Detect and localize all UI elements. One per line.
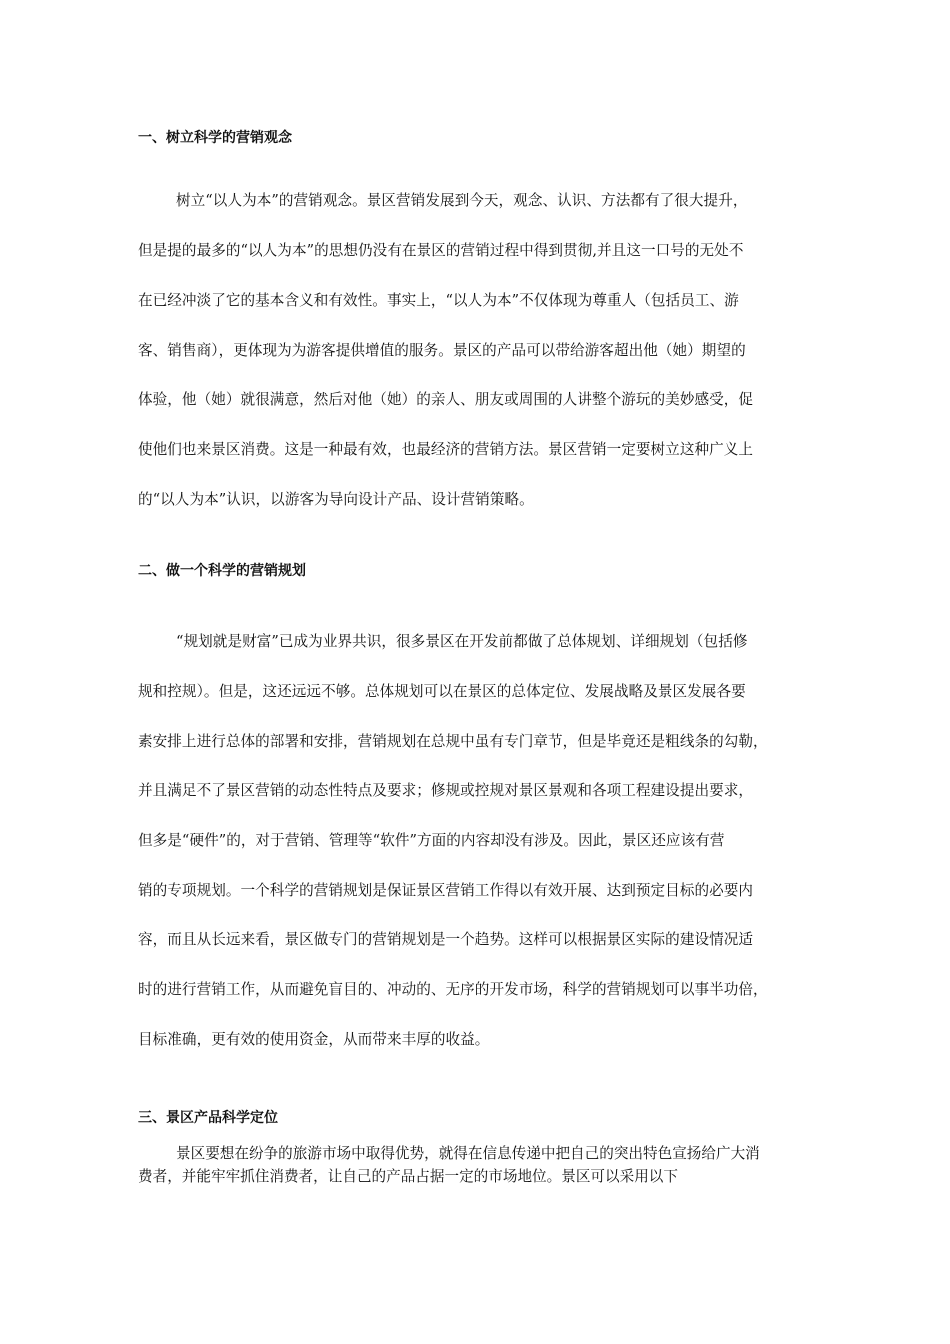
section-2-line-9: 目标准确，更有效的使用资金，从而带来丰厚的收益。 — [138, 1031, 490, 1048]
section-2-line-8: 时的进行营销工作，从而避免盲目的、冲动的、无序的开发市场，科学的营销规划可以事半功倍， — [138, 981, 768, 998]
section-2-line-3: 素安排上进行总体的部署和安排，营销规划在总规中虽有专门章节，但是毕竟还是粗线条的勾勒， — [138, 733, 768, 750]
section-1-line-5: 体验，他（她）就很满意，然后对他（她）的亲人、朋友或周围的人讲整个游玩的美妙感受，促 — [138, 391, 754, 408]
section-2-line-6: 销的专项规划。一个科学的营销规划是保证景区营销工作得以有效开展、达到预定目标的必要内 — [138, 882, 754, 899]
section-2-line-2: 规和控规）。但是，这还远远不够。总体规划可以在景区的总体定位、发展战略及景区发展各要 — [138, 683, 746, 700]
section-1-line-7: 的“以人为本”认识，以游客为导向设计产品、设计营销策略。 — [138, 491, 534, 508]
section-1-heading: 一、树立科学的营销观念 — [138, 130, 292, 146]
section-2-line-5: 但多是“硬件”的，对于营销、管理等“软件”方面的内容却没有涉及。因此，景区还应该有营 — [138, 832, 725, 849]
section-1-line-2: 但是提的最多的“以人为本”的思想仍没有在景区的营销过程中得到贯彻,并且这一口号的无处不 — [138, 242, 744, 259]
section-3-heading: 三、景区产品科学定位 — [138, 1110, 278, 1126]
section-1-line-1: 树立“以人为本”的营销观念。景区营销发展到今天，观念、认识、方法都有了很大提升， — [176, 192, 748, 209]
section-2-line-4: 并且满足不了景区营销的动态性特点及要求；修规或控规对景区景观和各项工程建设提出要求， — [138, 782, 754, 799]
section-3-line-2: 费者，并能牢牢抓住消费者，让自己的产品占据一定的市场地位。景区可以采用以下 — [138, 1168, 678, 1185]
section-2-heading: 二、做一个科学的营销规划 — [138, 563, 306, 579]
section-2-line-1: “规划就是财富”已成为业界共识，很多景区在开发前都做了总体规划、详细规划（包括修 — [176, 633, 748, 650]
section-1-line-6: 使他们也来景区消费。这是一种最有效，也最经济的营销方法。景区营销一定要树立这种广义上 — [138, 441, 754, 458]
section-1-line-3: 在已经冲淡了它的基本含义和有效性。事实上，“以人为本”不仅体现为尊重人（包括员工、游 — [138, 292, 739, 309]
section-2-line-7: 容，而且从长远来看，景区做专门的营销规划是一个趋势。这样可以根据景区实际的建设情况适 — [138, 931, 754, 948]
section-1-line-4: 客、销售商），更体现为为游客提供增值的服务。景区的产品可以带给游客超出他（她）期望的 — [138, 342, 746, 359]
section-3-line-1: 景区要想在纷争的旅游市场中取得优势，就得在信息传递中把自己的突出特色宣扬给广大消 — [176, 1145, 760, 1162]
